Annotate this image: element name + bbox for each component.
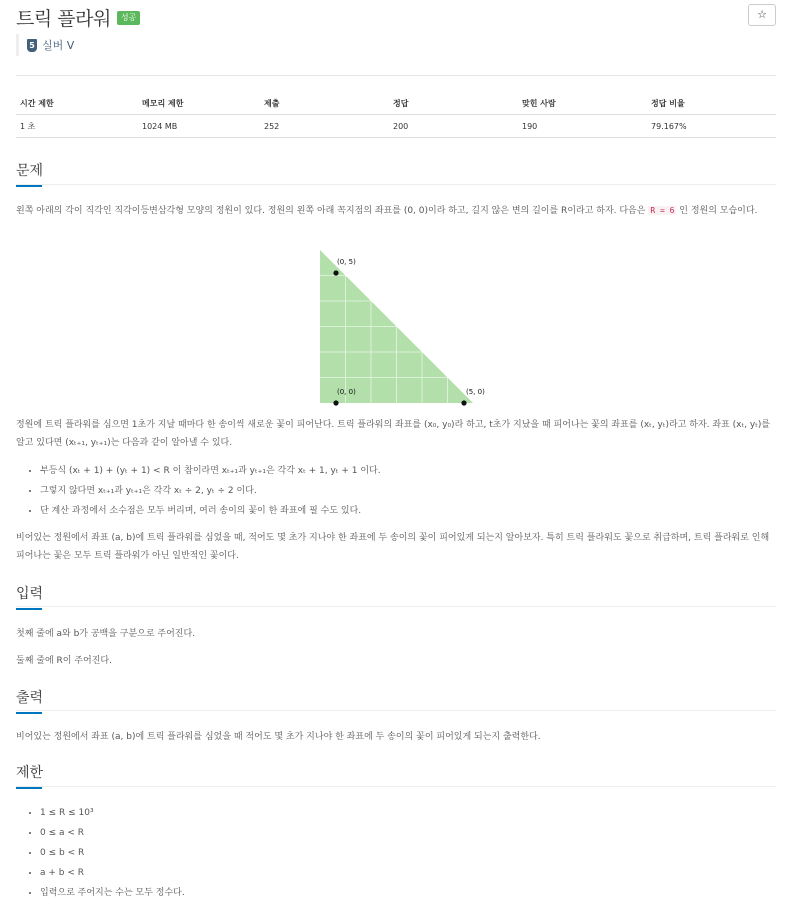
status-badge: 성공 xyxy=(117,11,140,25)
section-divider xyxy=(16,606,776,607)
title-row xyxy=(16,4,140,31)
header-time-limit: 시간 제한 xyxy=(16,92,138,115)
section-problem-title: 문제 xyxy=(16,163,44,179)
problem-text: 왼쪽 아래의 각이 직각인 직각이등변삼각형 모양의 정원이 있다. 정원의 왼쪽 아래 꼭지점의 좌표를 (0, 0)이라 하고, 길지 않은 변의 길이를 R이라고 하자. 다음은 xyxy=(16,206,649,216)
input-line-2: 둘째 줄에 R이 주어진다. xyxy=(16,656,112,666)
input-line-1: 첫째 줄에 a와 b가 공백을 구분으로 주어진다. xyxy=(16,629,196,639)
divider xyxy=(16,75,776,76)
section-divider xyxy=(16,710,776,711)
problem-info-table xyxy=(16,92,776,138)
list-item: • 단 계산 과정에서 소수점은 모두 버리며, 여러 송이의 꽃이 한 좌표에 필 수도 있다. xyxy=(40,501,381,521)
list-item: • 0 ≤ a < R xyxy=(40,823,185,843)
limits-list xyxy=(16,803,185,903)
problem-paragraph-2: 정원에 트릭 플라워를 심으면 1초가 지날 때마다 한 송이씩 새로운 꽃이 피어난다. 트릭 플라워의 좌표를 (x₀, y₀)라 하고, t초가 지났을 때 피어나는 꽃의 좌표를 (xₜ, yₜ)라고 하자. 좌표 (xₜ, yₜ)를 알고 있다면 (xₜ₊₁, yₜ₊₁)는 다음과 같이 알아낼 수 있다. xyxy=(16,420,771,448)
problem-text: 인 정원의 모습이다. xyxy=(676,206,758,216)
inline-code: R = 6 xyxy=(650,206,675,215)
section-input-title: 입력 xyxy=(16,586,44,602)
point-origin xyxy=(333,400,338,405)
list-item: • 0 ≤ b < R xyxy=(40,843,185,863)
point-right xyxy=(461,400,466,405)
header-solvers: 맞힌 사람 xyxy=(518,92,647,115)
section-limits-title: 제한 xyxy=(16,765,44,781)
garden-triangle-svg xyxy=(316,248,496,410)
label-origin: (0, 0) xyxy=(337,388,356,396)
list-item: • 1 ≤ R ≤ 10³ xyxy=(40,803,185,823)
label-right: (5, 0) xyxy=(466,388,485,396)
label-top: (0, 5) xyxy=(337,258,356,266)
garden-figure xyxy=(316,248,496,414)
heading-underline xyxy=(16,787,42,789)
section-limits-heading xyxy=(16,762,43,782)
section-input-heading xyxy=(16,583,43,603)
heading-underline xyxy=(16,185,42,187)
heading-underline xyxy=(16,712,42,714)
header-ratio: 정답 비율 xyxy=(647,92,776,115)
heading-underline xyxy=(16,608,42,610)
section-output-title: 출력 xyxy=(16,690,44,706)
section-output-heading xyxy=(16,687,43,707)
ratio-value: 79.167% xyxy=(647,115,776,138)
silver-tier-icon: 5 xyxy=(27,39,37,52)
problem-paragraph-3: 비어있는 정원에서 좌표 (a, b)에 트릭 플라워를 심었을 때, 적어도 몇 초가 지나야 한 좌표에 두 송이의 꽃이 피어있게 되는지 알아보자. 특히 트릭 플라워도 꽃으로 취급하며, 트릭 플라워로 인해 피어나는 꽃은 모두 트릭 플라워가 아닌 일반적인 꽃이다. xyxy=(16,533,770,561)
header-memory-limit: 메모리 제한 xyxy=(138,92,260,115)
rule-list xyxy=(16,461,381,521)
page-title: 트릭 플라워 xyxy=(16,8,111,30)
submissions-value[interactable]: 252 xyxy=(260,115,389,138)
problem-paragraph-1 xyxy=(16,202,774,220)
accepted-value: 200 xyxy=(389,115,518,138)
time-limit-value: 1 초 xyxy=(16,115,138,138)
section-divider xyxy=(16,184,776,185)
list-item: • 입력으로 주어지는 수는 모두 정수다. xyxy=(40,883,185,903)
memory-limit-value: 1024 MB xyxy=(138,115,260,138)
solvers-value[interactable]: 190 xyxy=(518,115,647,138)
tier-label[interactable] xyxy=(16,34,74,56)
table-row xyxy=(16,115,776,138)
list-item: • 그렇지 않다면 xₜ₊₁과 yₜ₊₁은 각각 xₜ ÷ 2, yₜ ÷ 2 이다. xyxy=(40,481,381,501)
output-line-1: 비어있는 정원에서 좌표 (a, b)에 트릭 플라워를 심었을 때 적어도 몇 초가 지나야 한 좌표에 두 송이의 꽃이 피어있게 되는지 출력한다. xyxy=(16,732,541,742)
favorite-star-button[interactable]: ☆ xyxy=(748,4,776,26)
tier-text: 실버 V xyxy=(42,39,75,52)
header-accepted: 정답 xyxy=(389,92,518,115)
section-problem-heading xyxy=(16,160,43,180)
header-submissions: 제출 xyxy=(260,92,389,115)
list-item: • a + b < R xyxy=(40,863,185,883)
table-header-row xyxy=(16,92,776,115)
list-item: • 부등식 (xₜ + 1) + (yₜ + 1) < R 이 참이라면 xₜ₊₁과 yₜ₊₁은 각각 xₜ + 1, yₜ + 1 이다. xyxy=(40,461,381,481)
section-divider xyxy=(16,786,776,787)
point-top xyxy=(333,270,338,275)
